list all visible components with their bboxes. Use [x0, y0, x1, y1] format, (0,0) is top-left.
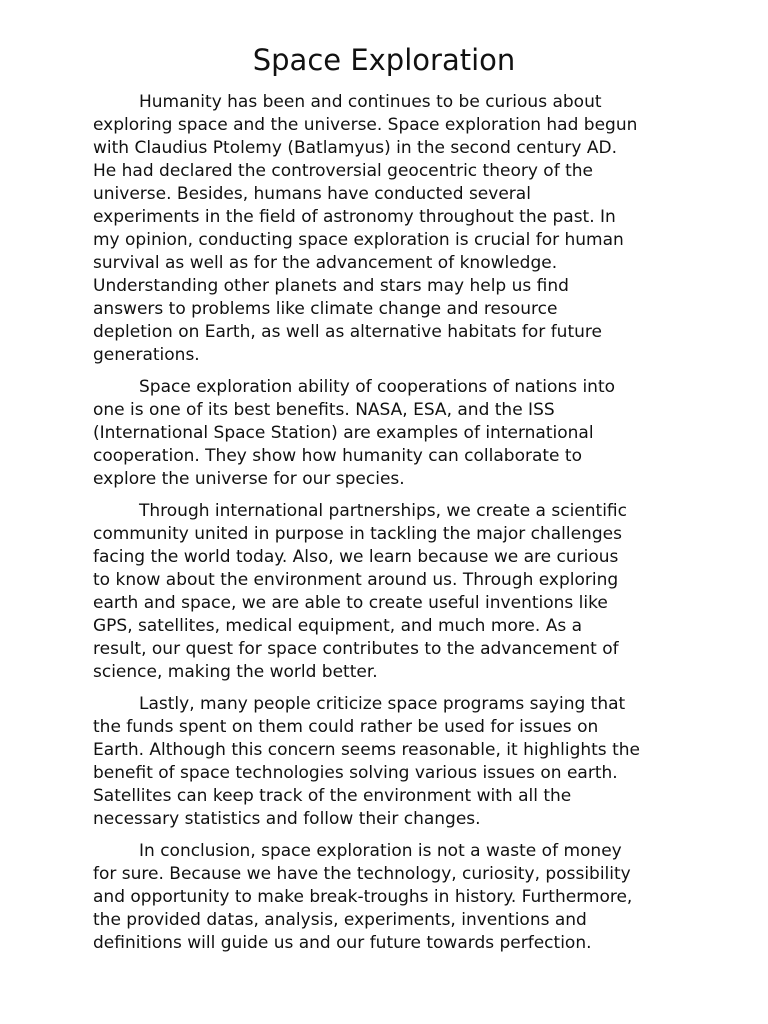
paragraph-line: and opportunity to make break-troughs in history. Furthermore, — [93, 887, 633, 907]
paragraph-5 — [93, 840, 683, 955]
paragraph-line: one is one of its best benefits. NASA, ESA, and the ISS — [93, 400, 555, 420]
paragraph-line: facing the world today. Also, we learn because we are curious — [93, 547, 619, 567]
paragraph-3 — [93, 500, 683, 684]
paragraph-2 — [93, 376, 683, 491]
paragraph-line: He had declared the controversial geocentric theory of the — [93, 161, 593, 181]
paragraph-line: depletion on Earth, as well as alternative habitats for future — [93, 322, 602, 342]
paragraph-line: GPS, satellites, medical equipment, and much more. As a — [93, 616, 583, 636]
paragraph-line: necessary statistics and follow their changes. — [93, 809, 481, 829]
paragraph-line: (International Space Station) are examples of international — [93, 423, 594, 443]
paragraph-line: exploring space and the universe. Space exploration had begun — [93, 115, 638, 135]
paragraph-line: the provided datas, analysis, experiments, inventions and — [93, 910, 587, 930]
paragraph-line: science, making the world better. — [93, 662, 378, 682]
paragraph-line: definitions will guide us and our future towards perfection. — [93, 933, 592, 953]
paragraph-line: result, our quest for space contributes to the advancement of — [93, 639, 619, 659]
paragraph-line: Lastly, many people criticize space programs saying that — [139, 694, 626, 714]
paragraph-line: Through international partnerships, we create a scientific — [139, 501, 627, 521]
paragraph-line: survival as well as for the advancement of knowledge. — [93, 253, 558, 273]
paragraph-line: benefit of space technologies solving various issues on earth. — [93, 763, 618, 783]
paragraph-line: Space exploration ability of cooperations of nations into — [139, 377, 616, 397]
paragraph-4 — [93, 693, 683, 831]
paragraph-line: Understanding other planets and stars may help us find — [93, 276, 569, 296]
paragraph-line: Satellites can keep track of the environment with all the — [93, 786, 572, 806]
paragraph-line: universe. Besides, humans have conducted several — [93, 184, 531, 204]
document-body — [93, 91, 683, 964]
paragraph-1 — [93, 91, 683, 367]
paragraph-line: cooperation. They show how humanity can collaborate to — [93, 446, 582, 466]
paragraph-line: experiments in the field of astronomy throughout the past. In — [93, 207, 616, 227]
paragraph-line: Earth. Although this concern seems reasonable, it highlights the — [93, 740, 640, 760]
paragraph-line: community united in purpose in tackling the major challenges — [93, 524, 622, 544]
paragraph-line: answers to problems like climate change and resource — [93, 299, 558, 319]
paragraph-line: In conclusion, space exploration is not a waste of money — [139, 841, 622, 861]
paragraph-line: generations. — [93, 345, 200, 365]
paragraph-line: for sure. Because we have the technology, curiosity, possibility — [93, 864, 631, 884]
paragraph-line: to know about the environment around us. Through exploring — [93, 570, 619, 590]
document-title: Space Exploration — [252, 43, 516, 77]
paragraph-line: my opinion, conducting space exploration is crucial for human — [93, 230, 624, 250]
paragraph-line: explore the universe for our species. — [93, 469, 405, 489]
paragraph-line: the funds spent on them could rather be used for issues on — [93, 717, 599, 737]
paragraph-line: with Claudius Ptolemy (Batlamyus) in the second century AD. — [93, 138, 617, 158]
paragraph-line: earth and space, we are able to create useful inventions like — [93, 593, 608, 613]
paragraph-line: Humanity has been and continues to be curious about — [139, 92, 602, 112]
